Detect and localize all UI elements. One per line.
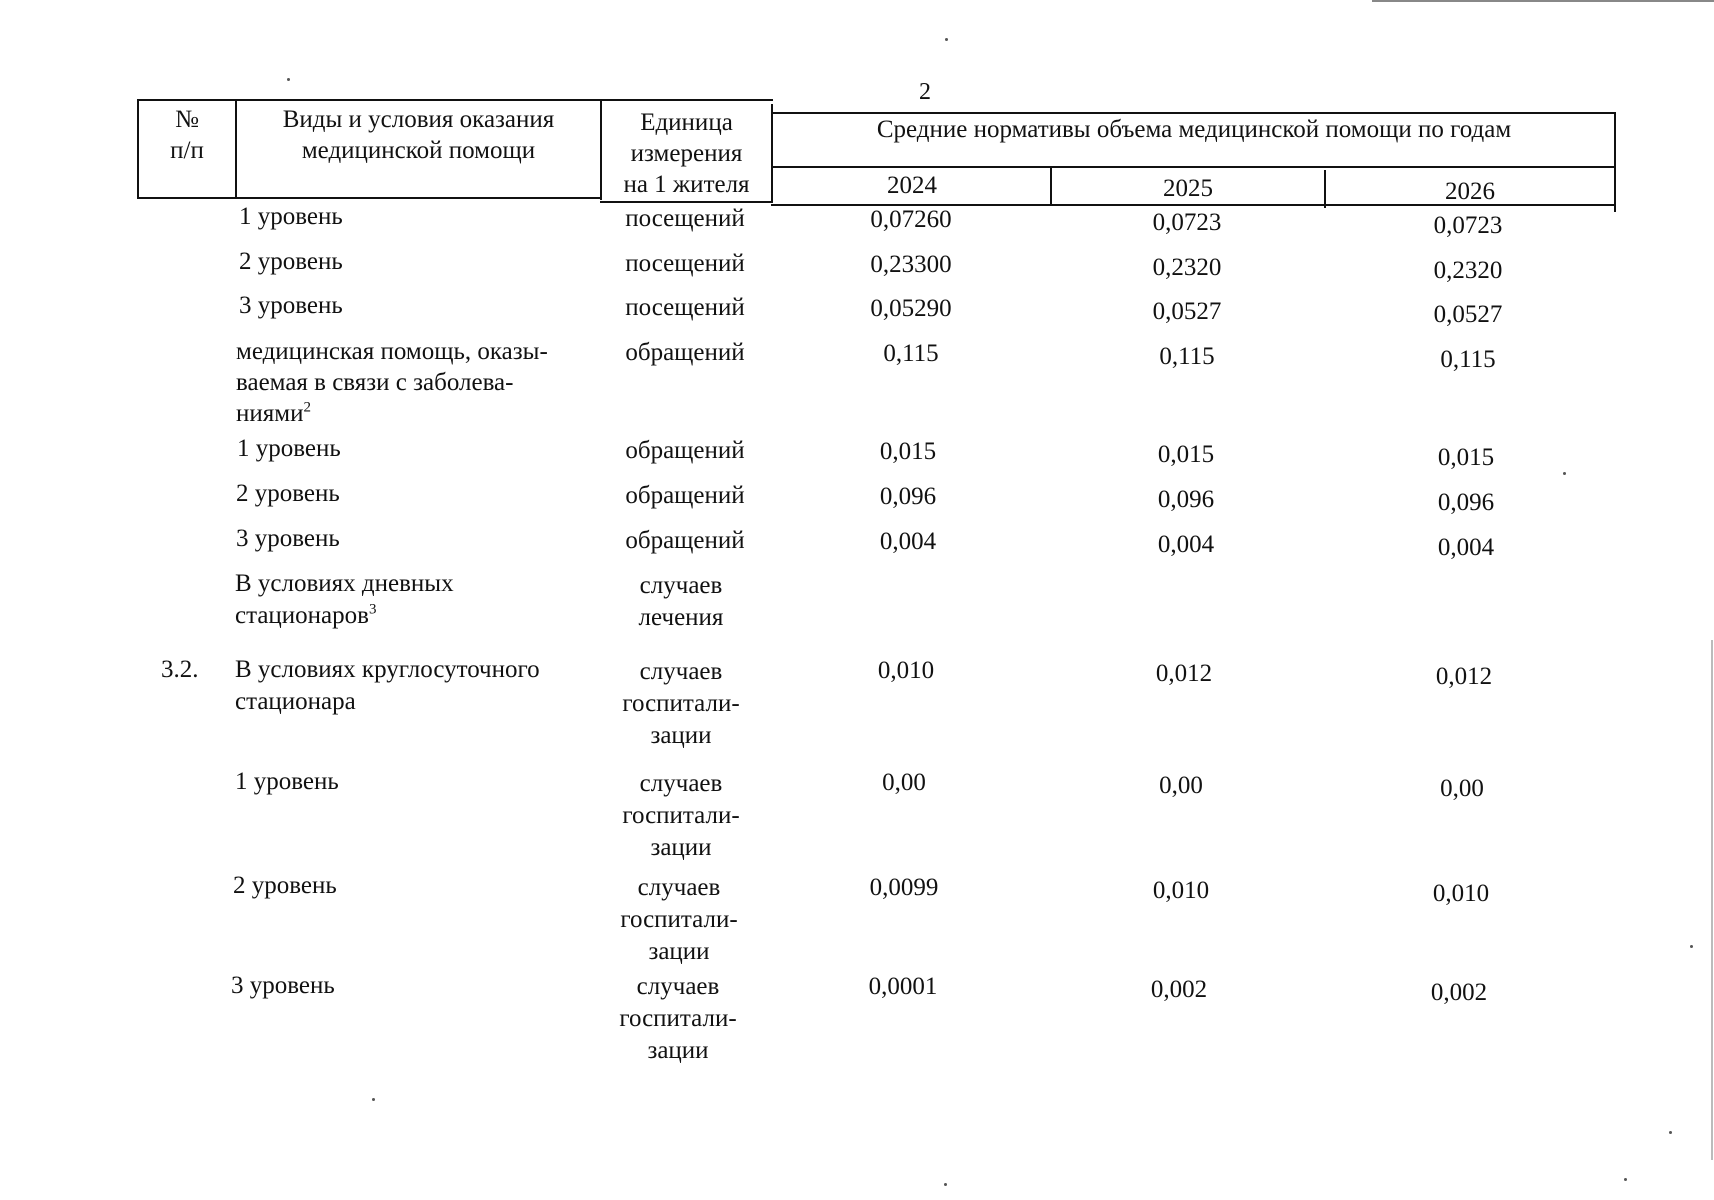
row-kind-line: стационаров$^3$ (235, 601, 377, 629)
row-value-2024: 0,05290 (870, 295, 952, 322)
header-num: № п/п (170, 106, 204, 164)
row-unit-line: госпитали- (622, 802, 740, 829)
page-number: 2 (919, 79, 931, 105)
row-kind-line: В условиях дневных (235, 570, 454, 597)
scan-speck (1563, 472, 1566, 475)
row-kind: 1 уровень (237, 435, 341, 462)
row-value-2024: 0,0001 (868, 973, 938, 1000)
row-unit-line: случаев (639, 770, 723, 797)
row-value-2024: 0,015 (879, 438, 937, 465)
row-unit (603, 656, 759, 752)
row-unit-line: зации (648, 938, 710, 965)
row-value-2025: 0,002 (1150, 976, 1208, 1003)
row-value-2026: 0,015 (1437, 444, 1495, 471)
scan-speck (372, 1098, 375, 1101)
row-value-2025: 0,0723 (1152, 209, 1222, 236)
row-unit-line: зации (647, 1037, 709, 1064)
scan-speck (945, 38, 948, 41)
row-kind: 2 уровень (239, 248, 343, 275)
row-unit-line: лечения (638, 604, 724, 631)
row-value-2026: 0,00 (1440, 775, 1484, 802)
row-kind-line: медицинская помощь, оказы- (236, 338, 548, 365)
row-value-2026: 0,004 (1437, 534, 1495, 561)
row-value-2025: 0,00 (1159, 772, 1203, 799)
header-kind: Виды и условия оказания медицинской помощи (282, 106, 555, 164)
scan-speck (1669, 1131, 1672, 1134)
row-num: 3.2. (161, 656, 199, 683)
row-value-2024: 0,004 (879, 528, 937, 555)
row-unit-line: случаев (637, 874, 721, 901)
row-unit: посещений (625, 294, 745, 321)
row-value-2026: 0,0723 (1433, 212, 1503, 239)
row-unit (601, 872, 757, 968)
row-value-2025: 0,115 (1159, 343, 1215, 370)
header-year-2025: 2025 (1163, 175, 1213, 202)
header-year-2026: 2026 (1445, 178, 1495, 205)
row-value-2024: 0,23300 (870, 251, 952, 278)
header-div-num (235, 99, 237, 199)
header-div-2024 (1050, 168, 1052, 206)
row-unit-line: зации (650, 834, 712, 861)
row-unit: посещений (625, 250, 745, 277)
row-kind-line: ваемая в связи с заболева- (236, 369, 514, 396)
row-unit-line: госпитали- (619, 1005, 737, 1032)
row-kind: 3 уровень (239, 292, 343, 319)
scan-speck (1624, 1178, 1627, 1181)
row-unit (603, 570, 759, 634)
row-value-2026: 0,115 (1440, 346, 1496, 373)
row-kind (235, 568, 454, 632)
row-unit: посещений (625, 205, 745, 232)
row-value-2025: 0,010 (1152, 877, 1210, 904)
footnote-mark: 3 (368, 601, 377, 618)
row-unit-line: госпитали- (620, 906, 738, 933)
footnote-mark: 2 (303, 399, 311, 416)
header-left-border (137, 99, 139, 199)
row-kind: 3 уровень (231, 972, 335, 999)
header-bottom-border-left (137, 197, 602, 199)
row-unit (603, 768, 759, 864)
row-value-2025: 0,004 (1157, 531, 1215, 558)
header-top-border-left (137, 99, 773, 101)
scan-edge-line (1711, 640, 1713, 1160)
row-unit-line: зации (650, 722, 712, 749)
row-unit-line: случаев (639, 658, 723, 685)
header-div-kind (600, 99, 602, 200)
row-value-2024: 0,010 (877, 657, 935, 684)
header-year-2024: 2024 (887, 172, 937, 199)
row-value-2025: 0,015 (1157, 441, 1215, 468)
header-div-unit (771, 104, 773, 203)
row-unit: обращений (625, 482, 745, 509)
row-unit: обращений (625, 339, 745, 366)
scan-speck (944, 1183, 947, 1186)
row-kind: 1 уровень (239, 203, 343, 230)
row-unit (600, 971, 756, 1067)
row-kind-line: В условиях круглосуточного (235, 656, 540, 683)
row-value-2026: 0,2320 (1433, 257, 1503, 284)
row-kind-line: стационара (235, 688, 356, 715)
row-kind (235, 654, 540, 718)
header-div-2025 (1324, 170, 1326, 208)
scan-edge-line (1372, 0, 1714, 2)
row-kind: 1 уровень (235, 768, 339, 795)
row-unit: обращений (625, 437, 745, 464)
row-value-2025: 0,2320 (1152, 254, 1222, 281)
row-value-2025: 0,0527 (1152, 298, 1222, 325)
row-value-2024: 0,07260 (870, 206, 952, 233)
row-kind-line: ниями$^2$ (236, 399, 311, 427)
header-years-line (771, 166, 1616, 168)
row-kind (236, 336, 548, 429)
header-norms: Средние нормативы объема медицинской помощи по годам (876, 116, 1512, 143)
row-unit-line: случаев (639, 572, 723, 599)
row-value-2025: 0,012 (1155, 660, 1213, 687)
scan-speck (287, 78, 290, 81)
row-kind: 2 уровень (236, 480, 340, 507)
row-value-2024: 0,115 (883, 340, 939, 367)
row-value-2024: 0,0099 (869, 874, 939, 901)
row-value-2026: 0,096 (1437, 489, 1495, 516)
row-kind: 3 уровень (236, 525, 340, 552)
row-value-2026: 0,002 (1430, 979, 1488, 1006)
row-value-2026: 0,012 (1435, 663, 1493, 690)
row-value-2026: 0,010 (1432, 880, 1490, 907)
row-unit-line: госпитали- (622, 690, 740, 717)
row-value-2026: 0,0527 (1433, 301, 1503, 328)
row-value-2024: 0,096 (879, 483, 937, 510)
row-unit-line: случаев (636, 973, 720, 1000)
row-unit: обращений (625, 527, 745, 554)
header-unit: Единица измерения на 1 жителя (623, 109, 750, 198)
row-value-2025: 0,096 (1157, 486, 1215, 513)
scan-speck (1690, 945, 1693, 948)
row-value-2024: 0,00 (882, 769, 926, 796)
header-right-border (1614, 112, 1616, 212)
row-kind: 2 уровень (233, 872, 337, 899)
